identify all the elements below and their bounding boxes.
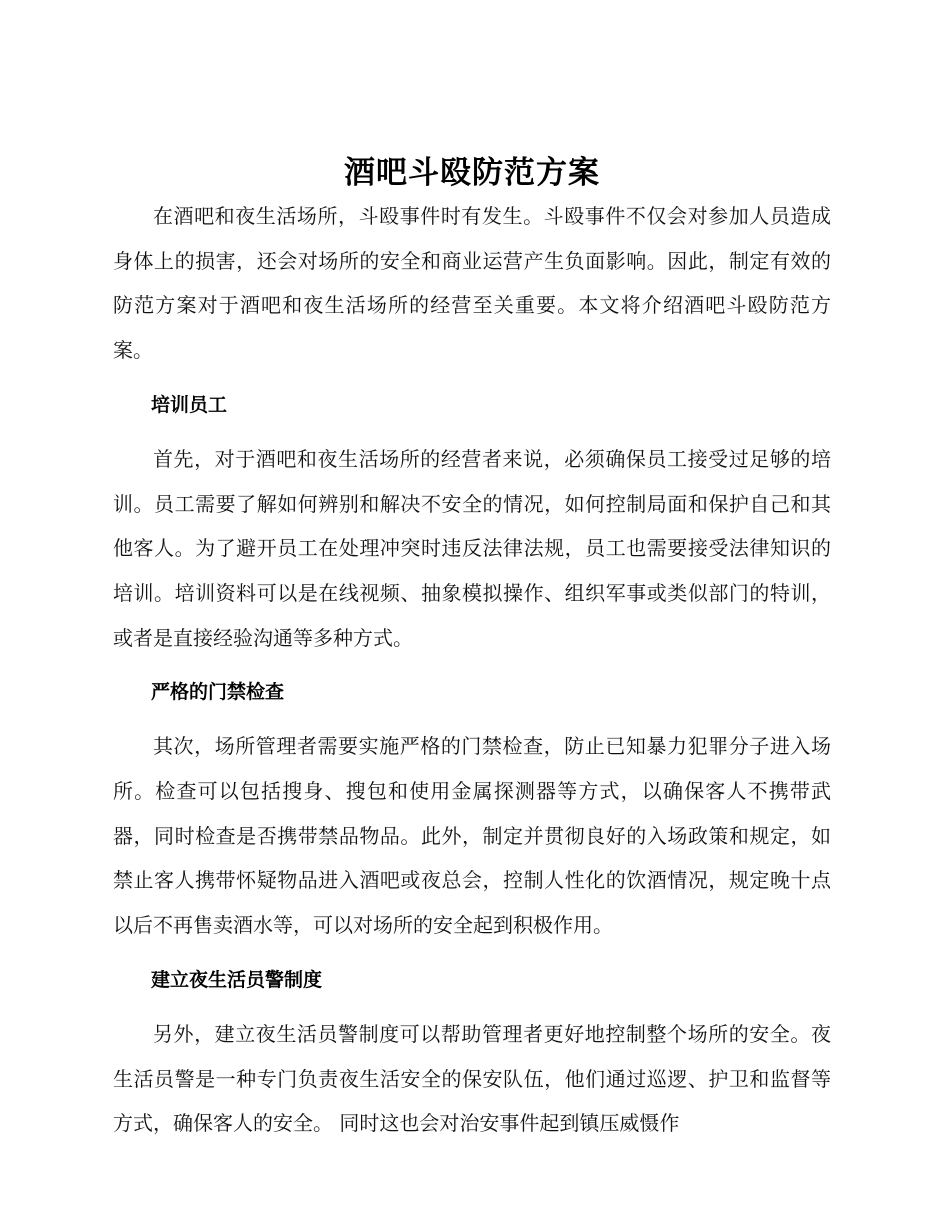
section-heading-staff-training: 培训员工	[151, 393, 228, 416]
section-body-door-check: 其次，场所管理者需要实施严格的门禁检查，防止已知暴力犯罪分子进入场所。检查可以包括搜身、搜包和使用金属探测器等方式，以确保客人不携带武器，同时检查是否携带禁品物品。此外，制定并贯彻良好的入场政策和规定，如禁止客人携带怀疑物品进入酒吧或夜总会，控制人性化的饮酒情况，规定晚十点以后不再售卖酒水等，可以对场所的安全起到积极作用。	[113, 734, 831, 938]
section-body-nightlife-police: 另外，建立夜生活员警制度可以帮助管理者更好地控制整个场所的安全。夜生活员警是一种专门负责夜生活安全的保安队伍，他们通过巡逻、护卫和监督等方式，确保客人的安全。 同时这也会对治安事件起到镇压威慑作	[113, 1021, 831, 1136]
document-page	[113, 150, 831, 1146]
section-body-staff-training: 首先，对于酒吧和夜生活场所的经营者来说，必须确保员工接受过足够的培训。员工需要了解如何辨别和解决不安全的情况，如何控制局面和保护自己和其他客人。为了避开员工在处理冲突时违反法律法规，员工也需要接受法律知识的培训。培训资料可以是在线视频、抽象模拟操作、组织军事或类似部门的特训，或者是直接经验沟通等多种方式。	[113, 446, 831, 650]
document-title: 酒吧斗殴防范方案	[344, 155, 600, 191]
section-heading-door-check: 严格的门禁检查	[151, 681, 285, 704]
section-heading-nightlife-police: 建立夜生活员警制度	[151, 968, 323, 991]
intro-paragraph: 在酒吧和夜生活场所，斗殴事件时有发生。斗殴事件不仅会对参加人员造成身体上的损害，还会对场所的安全和商业运营产生负面影响。因此，制定有效的防范方案对于酒吧和夜生活场所的经营至关重要。本文将介绍酒吧斗殴防范方案。	[113, 204, 831, 363]
